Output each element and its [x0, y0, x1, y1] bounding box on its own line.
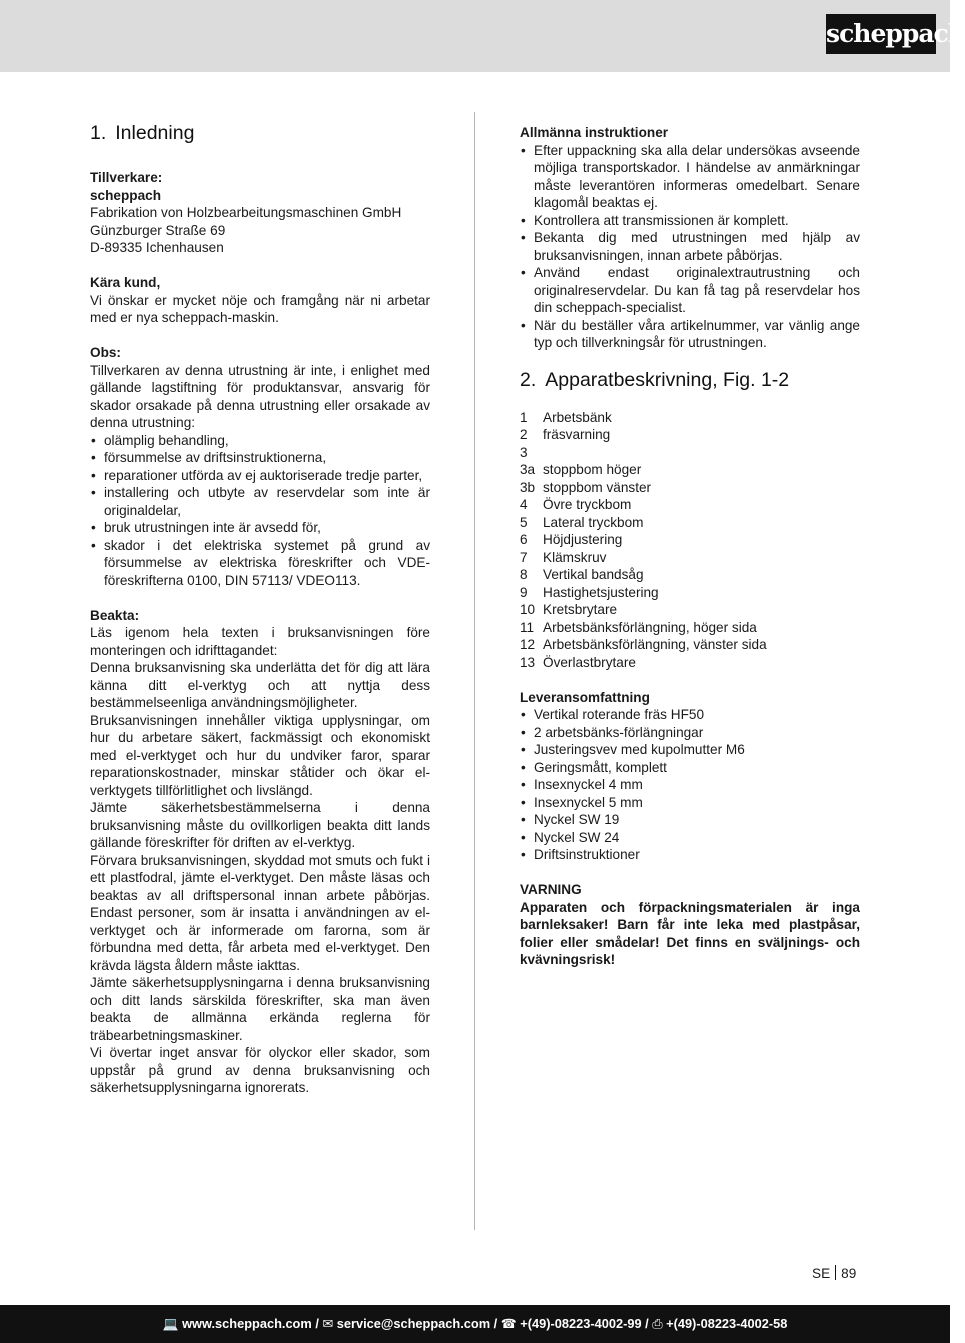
list-item	[520, 444, 860, 462]
column-divider	[474, 112, 475, 1230]
dear-customer-text: Vi önskar er mycket nöje och framgång när ni arbetar med er nya scheppach-maskin.	[90, 292, 430, 325]
part-number: 5	[520, 514, 528, 530]
part-label: stoppbom vänster	[543, 479, 652, 495]
obs-list	[90, 432, 430, 590]
part-label: Hastighetsjustering	[543, 584, 659, 600]
list-item	[520, 619, 860, 637]
manufacturer-name: scheppach	[90, 187, 162, 203]
section-2-title: Apparatbeskrivning, Fig. 1-2	[545, 369, 790, 391]
part-number: 3a	[520, 462, 536, 477]
part-number: 8	[520, 567, 528, 582]
part-label: Klämskruv	[543, 549, 607, 565]
page-number-separator	[835, 1265, 836, 1280]
list-item: • Geringsmått, komplett	[520, 759, 860, 777]
parts-list	[520, 409, 860, 672]
part-number: 12	[520, 637, 536, 652]
part-number: 11	[520, 619, 535, 635]
footer-separator: /	[315, 1316, 319, 1331]
footer-separator: /	[493, 1316, 498, 1331]
section-2-number: 2.	[520, 369, 537, 391]
phone-icon: ☎	[500, 1316, 517, 1331]
part-number: 1	[520, 409, 528, 425]
part-label: Lateral tryckbom	[543, 514, 644, 530]
general-instructions-label: Allmänna instruktioner	[520, 125, 669, 140]
address-line: D-89335 Ichenhausen	[90, 240, 224, 255]
list-item	[520, 426, 860, 444]
beakta-paragraph: Denna bruksanvisning ska underlätta det för dig att lära känna ditt el-verktyg och att nyttja dess bestämmelseenliga användningsmöjligheter.	[90, 660, 430, 710]
part-label: fräsvarning	[543, 427, 611, 442]
footer-phone: +(49)-08223-4002-99	[520, 1316, 642, 1331]
beakta-paragraph: Vi övertar inget ansvar för olyckor eller skador, som uppstår på grund av denna bruksanvisning och säkerhetsupplysningarna ignorerats.	[90, 1045, 430, 1095]
section-2-heading	[520, 369, 860, 391]
obs-label: Obs:	[90, 345, 121, 360]
right-column	[520, 122, 860, 969]
part-label: stoppbom höger	[543, 462, 642, 477]
list-item: • Driftsinstruktioner	[520, 846, 860, 864]
part-number: 6	[520, 532, 528, 547]
list-item	[520, 549, 860, 567]
part-number: 3	[520, 444, 528, 460]
address-line: Günzburger Straße 69	[90, 222, 226, 238]
part-number: 13	[520, 654, 536, 670]
list-item: • Justeringsvev med kupolmutter M6	[520, 741, 860, 759]
list-item	[520, 566, 860, 584]
list-item: • 2 arbetsbänks-förlängningar	[520, 724, 860, 742]
footer-band	[0, 1305, 950, 1343]
scheppach-logo: scheppach	[826, 14, 936, 54]
list-item	[520, 496, 860, 514]
part-label: Höjdjustering	[543, 532, 623, 547]
left-column	[90, 122, 430, 1097]
part-number: 9	[520, 584, 528, 600]
list-item: • olämplig behandling,	[90, 432, 430, 450]
list-item	[520, 479, 860, 497]
footer-separator: /	[645, 1316, 649, 1331]
warning-text: Apparaten och förpackningsmaterialen är inga barnleksaker! Barn får inte leka med plastpåsar, folier eller smådelar! Det finns en sväljnings- och kvävningsrisk!	[520, 899, 860, 967]
part-number: 10	[520, 602, 536, 617]
header-band	[0, 0, 950, 72]
list-item	[520, 409, 860, 427]
part-label: Kretsbrytare	[543, 602, 618, 617]
list-item: • Använd endast originalextrautrustning och originalreservdelar. Du kan få tag på reservdelar hos din scheppach-specialist.	[520, 264, 860, 317]
list-item: • reparationer utförda av ej auktoriserade tredje parter,	[90, 467, 430, 485]
list-item	[520, 584, 860, 602]
page-number-value: 89	[841, 1266, 857, 1281]
footer-email-link[interactable]: service@scheppach.com	[336, 1316, 491, 1331]
part-number: 4	[520, 497, 528, 512]
mail-icon: ✉	[322, 1316, 334, 1331]
delivery-scope-list	[520, 706, 860, 864]
footer-fax: +(49)-08223-4002-58	[666, 1316, 788, 1331]
fax-icon: ⎙	[652, 1316, 663, 1331]
list-item: • Vertikal roterande fräs HF50	[520, 706, 860, 724]
part-label: Övre tryckbom	[543, 497, 632, 512]
list-item	[520, 461, 860, 479]
list-item: • Bekanta dig med utrustningen med hjälp av bruksanvisningen, innan arbete påbörjas.	[520, 229, 860, 264]
part-label: Arbetsbänksförlängning, höger sida	[543, 619, 757, 635]
warning-label: VARNING	[520, 882, 582, 897]
beakta-paragraph: Förvara bruksanvisningen, skyddad mot smuts och fukt i ett plastfodral, jämte el-verktyget. Den måste läsas och beaktas av all driftspersonal innan arbete påbörjas. Endast personer, som är insatta i användningen av el-verktyget och är informerade om farorna, som är förbundna med detta, får arbeta med el-verktyget. Den krävda lägsta åldern måste iakttas.	[90, 852, 430, 973]
part-number: 7	[520, 549, 528, 565]
list-item: • Nyckel SW 24	[520, 829, 860, 847]
list-item	[520, 514, 860, 532]
beakta-paragraph: Jämte säkerhetsbestämmelserna i denna bruksanvisning måste du ovillkorligen beakta ditt lands gällande föreskrifter för driften av el-verktyg.	[90, 800, 430, 850]
list-item	[520, 531, 860, 549]
general-instructions-list	[520, 142, 860, 352]
footer-website-link[interactable]: www.scheppach.com	[182, 1316, 312, 1331]
part-label: Överlastbrytare	[543, 654, 636, 670]
address-line: Fabrikation von Holzbearbeitungsmaschinen GmbH	[90, 205, 402, 220]
list-item: • installering och utbyte av reservdelar som inte är originaldelar,	[90, 484, 430, 519]
part-label: Arbetsbänksförlängning, vänster sida	[543, 637, 767, 652]
beakta-paragraph: Jämte säkerhetsupplysningarna i denna bruksanvisning och ditt lands särskilda föreskrifter, ska man även beakta de allmänna erkända reglerna för träbearbetningsmaskiner.	[90, 975, 430, 1043]
page-number	[812, 1265, 856, 1283]
part-number: 2	[520, 427, 528, 442]
beakta-label: Beakta:	[90, 607, 140, 623]
part-label: Arbetsbänk	[543, 409, 612, 425]
list-item	[520, 636, 860, 654]
computer-icon: 💻	[162, 1316, 179, 1331]
dear-customer-label: Kära kund,	[90, 275, 161, 290]
manufacturer-label: Tillverkare:	[90, 170, 163, 185]
obs-text: Tillverkaren av denna utrustning är inte, i enlighet med gällande lagstiftning för produktansvar, ansvarig för skador orsakade på denna utrustning eller orsakade av denna utrustning:	[90, 362, 430, 430]
list-item: • Nyckel SW 19	[520, 811, 860, 829]
delivery-scope-label: Leveransomfattning	[520, 689, 650, 705]
list-item: • skador i det elektriska systemet på grund av försummelse av elektriska föreskrifter och VDE-föreskrifterna 0100, DIN 57113/ VDEO113.	[90, 537, 430, 590]
language-code: SE	[812, 1266, 831, 1281]
list-item	[520, 601, 860, 619]
section-1-heading	[90, 122, 430, 144]
part-number: 3b	[520, 479, 536, 495]
list-item: • bruk utrustningen inte är avsedd för,	[90, 519, 430, 537]
beakta-paragraph: Bruksanvisningen innehåller viktiga upplysningar, om hur du arbetare säkert, fackmässigt och ekonomiskt med el-verktyget och hur du undviker faror, sparar reparationskostnader, minskar ståtider och ökar el-verktygets tillförlitlighet och livslängd.	[90, 712, 430, 798]
part-label: Vertikal bandsåg	[543, 567, 644, 582]
list-item: • Insexnyckel 5 mm	[520, 794, 860, 812]
list-item: • Efter uppackning ska alla delar undersökas avseende möjliga transportskador. I händelse av anmärkningar måste leverantören informeras omedelbart. Senare klagomål beaktas ej.	[520, 142, 860, 212]
list-item: • När du beställer våra artikelnummer, var vänlig ange typ och tillverkningsår för utrustningen.	[520, 317, 860, 352]
list-item	[520, 654, 860, 672]
section-1-number: 1.	[90, 122, 107, 144]
list-item: • försummelse av driftsinstruktionerna,	[90, 449, 430, 467]
list-item: • Insexnyckel 4 mm	[520, 776, 860, 794]
beakta-paragraph: Läs igenom hela texten i bruksanvisningen före monteringen och idrifttagandet:	[90, 625, 430, 658]
section-1-title: Inledning	[115, 122, 195, 144]
list-item: • Kontrollera att transmissionen är komplett.	[520, 212, 860, 230]
